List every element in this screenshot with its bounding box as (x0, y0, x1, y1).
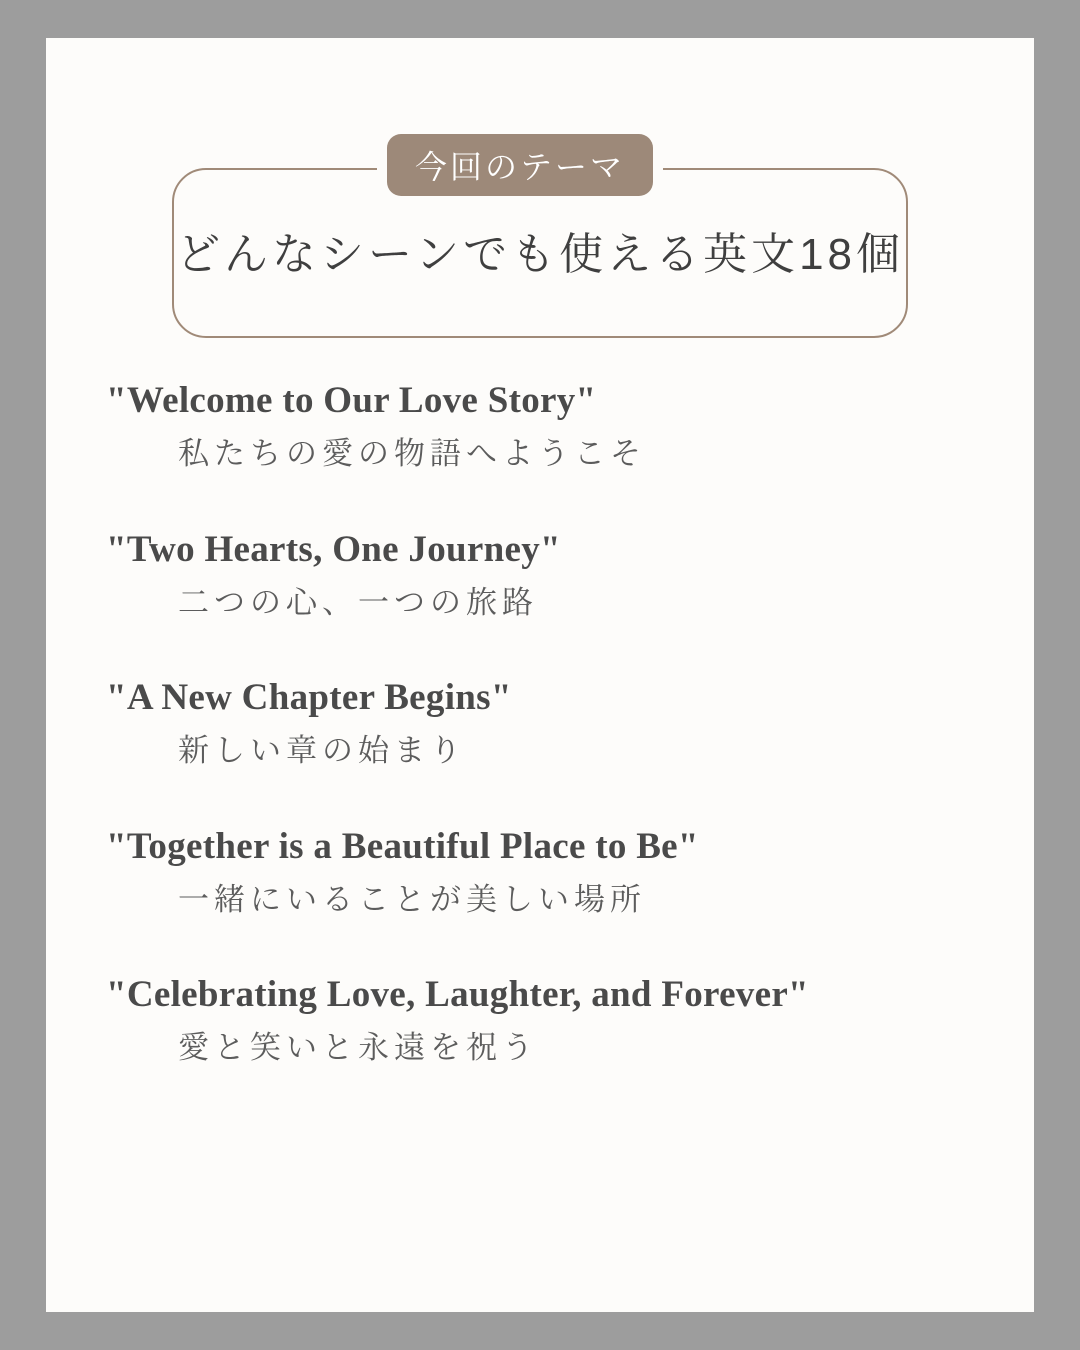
theme-header (46, 38, 1034, 348)
phrase-english: "A New Chapter Begins" (106, 677, 512, 719)
phrase-list (46, 378, 1034, 1121)
list-item (46, 972, 1034, 1069)
list-item (46, 675, 1034, 772)
phrase-japanese: 新しい章の始まり (178, 733, 466, 769)
list-item (46, 378, 1034, 475)
content-card (46, 38, 1034, 1312)
theme-badge-label: 今回のテーマ (414, 149, 625, 185)
page-title: どんなシーンでも使える英文18個 (175, 230, 905, 279)
list-item (46, 824, 1034, 921)
phrase-japanese: 二つの心、一つの旅路 (178, 584, 538, 620)
phrase-japanese: 私たちの愛の物語へようこそ (178, 436, 646, 472)
theme-badge (387, 134, 653, 196)
phrase-japanese: 一緒にいることが美しい場所 (178, 881, 646, 917)
phrase-english: "Celebrating Love, Laughter, and Forever" (106, 974, 809, 1016)
phrase-japanese: 愛と笑いと永遠を祝う (178, 1030, 538, 1066)
phrase-english: "Two Hearts, One Journey" (106, 528, 561, 570)
phrase-english: "Welcome to Our Love Story" (106, 380, 597, 421)
phrase-english: "Together is a Beautiful Place to Be" (106, 825, 699, 867)
list-item (46, 527, 1034, 624)
